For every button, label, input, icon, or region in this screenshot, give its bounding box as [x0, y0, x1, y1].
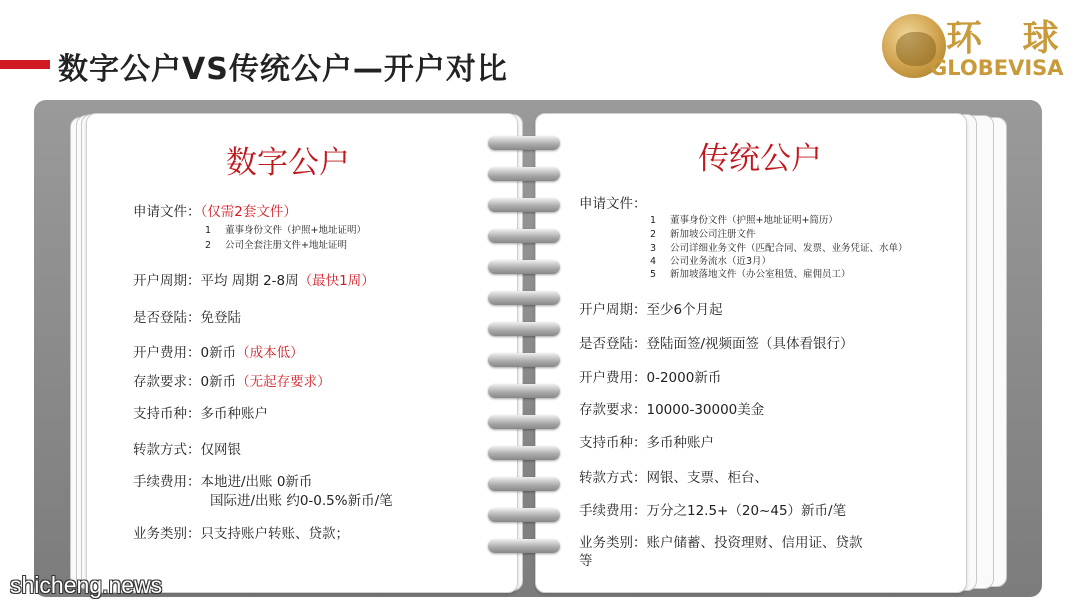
right-transfer-row: 转款方式：网银、支票、柜台、 [579, 470, 768, 486]
binding-ring [488, 384, 560, 398]
binding-ring [488, 477, 560, 491]
binding-ring [488, 446, 560, 460]
left-transfer-row: 转款方式：仅网银 [133, 442, 241, 458]
title-accent-bar [0, 60, 50, 69]
right-doc-item: 3 公司详细业务文件（匹配合同、发票、业务凭证、水单） [650, 243, 908, 254]
left-page-title: 数字公户 [226, 145, 350, 181]
binding-ring [488, 415, 560, 429]
left-docs-label: 申请文件： [133, 204, 201, 220]
left-deposit-row: 存款要求：0新币（无起存要求） [133, 374, 331, 390]
right-deposit-row: 存款要求：10000-30000美金 [579, 402, 765, 418]
right-currency-row: 支持币种：多币种账户 [579, 435, 714, 451]
brand-logo [880, 8, 1073, 80]
right-docs-row: 申请文件： [579, 196, 647, 212]
binding-ring [488, 508, 560, 522]
logo-text-cn: 环 球 [946, 18, 1073, 59]
binding-ring [488, 167, 560, 181]
left-period-row: 开户周期：平均 周期 2-8周（最快1周） [133, 273, 375, 289]
left-docs-note: （仅需2套文件） [200, 204, 297, 220]
right-doc-item: 4 公司业务流水（近3月） [650, 256, 772, 267]
binding-ring [488, 353, 560, 367]
left-doc-item: 1 董事身份文件（护照+地址证明） [205, 225, 366, 236]
right-doc-item: 1 董事身份文件（护照+地址证明+简历） [650, 215, 838, 226]
right-business-row: 业务类别：账户储蓄、投资理财、信用证、贷款 [579, 535, 863, 551]
watermark: shicheng.news [10, 572, 163, 598]
right-fee-row: 开户费用：0-2000新币 [579, 370, 722, 386]
binding-ring [488, 291, 560, 305]
left-handling-row: 手续费用：本地进/出账 0新币 [133, 474, 313, 490]
right-login-row: 是否登陆：登陆面签/视频面签（具体看银行） [579, 336, 854, 352]
page-title: 数字公户VS传统公户—开户对比 [58, 52, 508, 87]
binding-ring [488, 198, 560, 212]
right-doc-item: 2 新加坡公司注册文件 [650, 229, 756, 240]
right-page [535, 113, 967, 593]
binding-ring [488, 539, 560, 553]
binding-ring [488, 260, 560, 274]
left-handling-row-2: 国际进/出账 约0-0.5%新币/笔 [210, 493, 393, 509]
left-business-row: 业务类别：只支持账户转账、贷款； [133, 526, 349, 542]
left-fee-row: 开户费用：0新币（成本低） [133, 345, 304, 361]
right-handling-row: 手续费用：万分之12.5+（20~45）新币/笔 [579, 503, 847, 519]
left-docs-row [133, 200, 297, 220]
left-doc-item: 2 公司全套注册文件+地址证明 [205, 240, 347, 251]
left-currency-row: 支持币种：多币种账户 [133, 406, 268, 422]
right-doc-item: 5 新加坡落地文件（办公室租赁、雇佣员工） [650, 269, 851, 280]
logo-text-en: GLOBEVISA [930, 56, 1064, 80]
binding-ring [488, 322, 560, 336]
right-page-title: 传统公户 [698, 141, 822, 177]
binding-ring [488, 136, 560, 150]
spiral-binding [488, 136, 560, 576]
binding-ring [488, 229, 560, 243]
right-period-row: 开户周期：至少6个月起 [579, 302, 723, 318]
right-business-row-2: 等 [579, 553, 593, 569]
left-login-row: 是否登陆：免登陆 [133, 310, 241, 326]
